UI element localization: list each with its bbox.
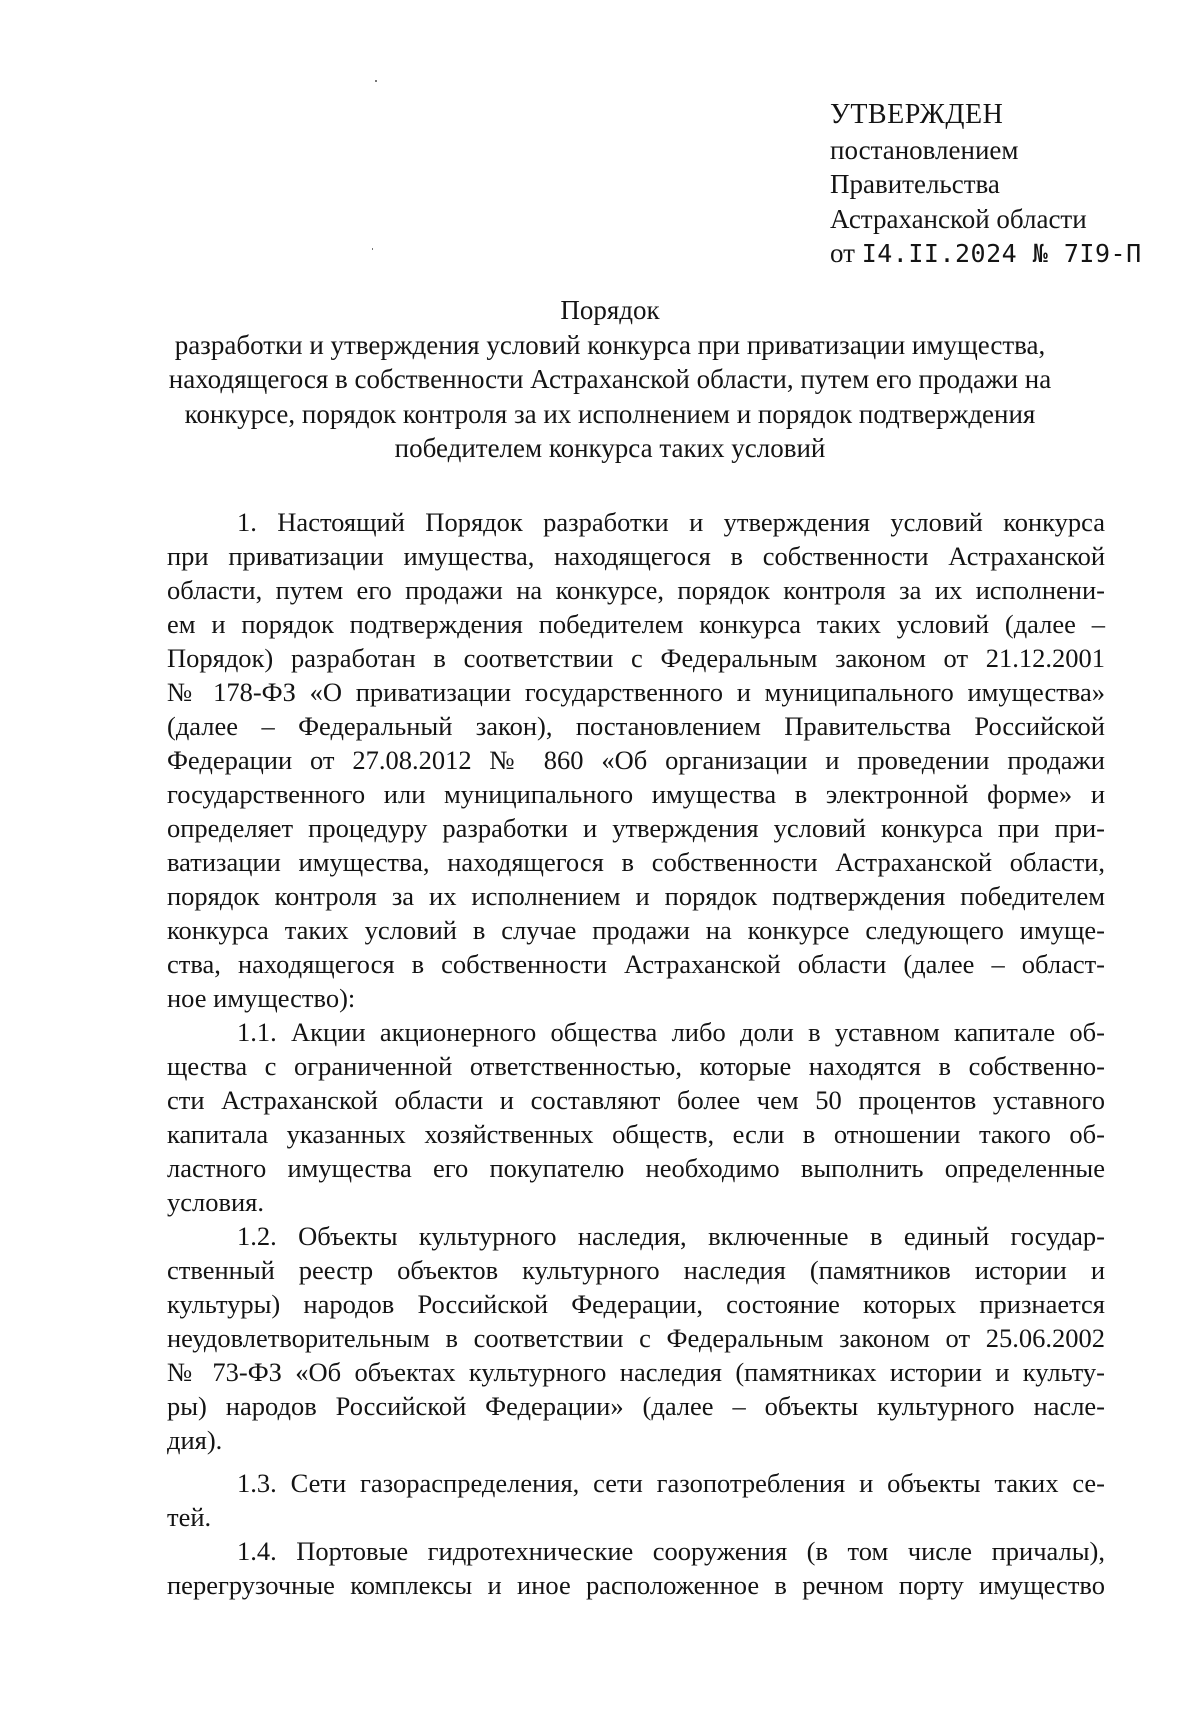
paragraph-line: № 178-ФЗ «О приватизации государственного и муниципального имущества»	[167, 677, 1105, 707]
title-line: находящегося в собственности Астраханской области, путем его продажи на	[168, 364, 1052, 394]
paragraph	[167, 1466, 1105, 1534]
date-prefix: от	[830, 238, 855, 268]
paragraph-line: при приватизации имущества, находящегося в собственности Астраханской	[167, 541, 1105, 571]
paragraph-line: Федерации от 27.08.2012 № 860 «Об организации и проведении продажи	[167, 745, 1105, 775]
approval-date-line	[830, 236, 1142, 272]
paragraph-line: порядок контроля за их исполнением и порядок подтверждения победителем	[167, 881, 1105, 911]
paragraph-line: (далее – Федеральный закон), постановлением Правительства Российской	[167, 711, 1105, 741]
paragraph	[167, 1534, 1105, 1602]
paragraph-line: ства, находящегося в собственности Астраханской области (далее – област-	[167, 949, 1105, 979]
paragraph-line: Порядок) разработан в соответствии с Федеральным законом от 21.12.2001	[167, 643, 1105, 673]
paragraph-line: ственный реестр объектов культурного наследия (памятников истории и	[167, 1255, 1105, 1285]
paragraph-line: капитала указанных хозяйственных обществ, если в отношении такого об-	[167, 1119, 1105, 1149]
title-line: конкурсе, порядок контроля за их исполнением и порядок подтверждения	[184, 398, 1036, 429]
paragraph-line: перегрузочные комплексы и иное расположенное в речном порту имущество	[167, 1570, 1105, 1600]
paragraph-line: № 73-ФЗ «Об объектах культурного наследия (памятниках истории и культу-	[167, 1357, 1105, 1387]
paragraph-line: сти Астраханской области и составляют более чем 50 процентов уставного	[167, 1085, 1105, 1115]
paragraph-line: ватизации имущества, находящегося в собственности Астраханской области,	[167, 847, 1105, 877]
scan-speck	[375, 80, 377, 82]
document-title	[120, 293, 1100, 466]
approval-line: Астраханской области	[830, 203, 1087, 234]
paragraph	[167, 1219, 1105, 1457]
paragraph-line: тей.	[167, 1502, 212, 1532]
title-word: Порядок	[560, 295, 660, 325]
paragraph-line: неудовлетворительным в соответствии с Федеральным законом от 25.06.2002	[167, 1323, 1105, 1353]
paragraph-line: 1.4. Портовые гидротехнические сооружения (в том числе причалы),	[237, 1536, 1105, 1566]
document-body	[167, 505, 1105, 1602]
paragraph	[167, 1015, 1105, 1219]
paragraph-line: государственного или муниципального имущества в электронной форме» и	[167, 779, 1105, 809]
approval-line: постановлением	[830, 134, 1019, 165]
paragraph-line: 1.3. Сети газораспределения, сети газопотребления и объекты таких се-	[237, 1468, 1105, 1498]
paragraph-line: 1.1. Акции акционерного общества либо доли в уставном капитале об-	[237, 1017, 1105, 1047]
paragraph-line: дия).	[167, 1425, 223, 1455]
paragraph-line: ластного имущества его покупателю необходимо выполнить определенные	[167, 1153, 1105, 1183]
paragraph-line: условия.	[167, 1187, 264, 1217]
title-line: разработки и утверждения условий конкурса при приватизации имущества,	[174, 329, 1046, 360]
approval-heading: УТВЕРЖДЕН	[830, 99, 1004, 130]
date-and-number: I4.II.2024 № 7I9-П	[861, 239, 1142, 268]
paragraph-line: ры) народов Российской Федерации» (далее – объекты культурного насле-	[167, 1391, 1105, 1421]
paragraph-line: 1.2. Объекты культурного наследия, включенные в единый государ-	[237, 1221, 1105, 1251]
paragraph-line: определяет процедуру разработки и утверждения условий конкурса при при-	[167, 813, 1105, 843]
title-line: победителем конкурса таких условий	[394, 433, 826, 463]
paragraph	[167, 505, 1105, 1015]
paragraph-line: ем и порядок подтверждения победителем конкурса таких условий (далее –	[167, 609, 1105, 639]
paragraph-line: щества с ограниченной ответственностью, которые находятся в собственно-	[167, 1051, 1105, 1081]
approval-stamp	[830, 98, 1142, 272]
approval-line: Правительства	[830, 169, 1000, 199]
paragraph-line: конкурса таких условий в случае продажи на конкурсе следующего имуще-	[167, 915, 1105, 945]
paragraph-line: культуры) народов Российской Федерации, состояние которых признается	[167, 1289, 1105, 1319]
scan-speck	[372, 248, 373, 250]
paragraph-line: ное имущество):	[167, 983, 356, 1013]
paragraph-line: 1. Настоящий Порядок разработки и утверждения условий конкурса	[237, 507, 1105, 537]
paragraph-line: области, путем его продажи на конкурсе, порядок контроля за их исполнени-	[167, 575, 1105, 605]
